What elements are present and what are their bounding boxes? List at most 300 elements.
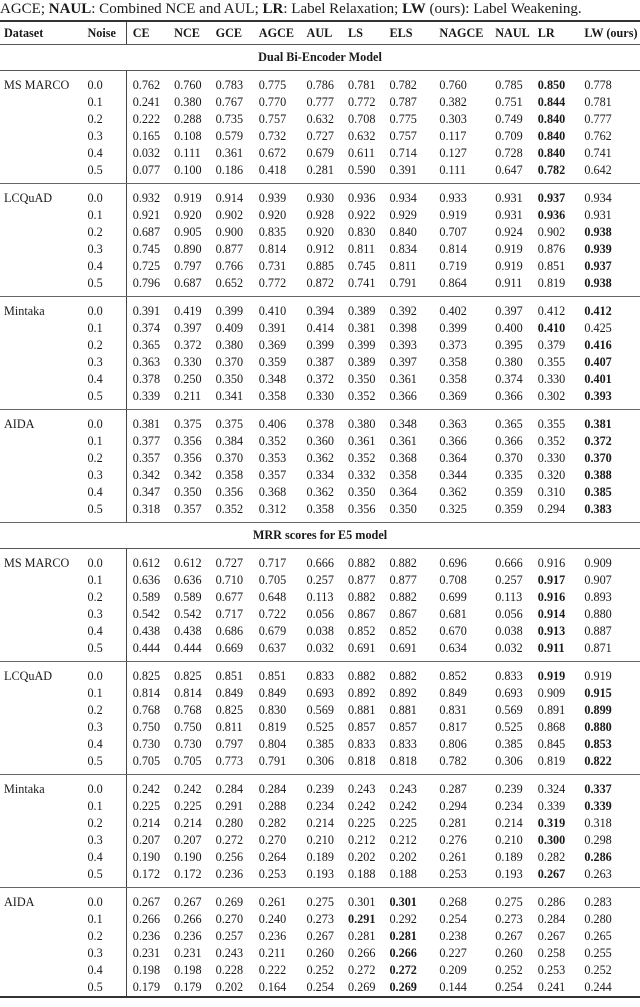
dataset-cell (0, 128, 83, 145)
value-cell: 0.266 (347, 946, 376, 960)
table-row (0, 71, 640, 95)
value-cell: 0.882 (347, 669, 376, 683)
value-cell: 0.775 (389, 112, 417, 126)
caption-term: LR (262, 1, 284, 17)
value-cell: 0.214 (174, 816, 202, 830)
header-agce: AGCE (259, 21, 307, 45)
value-cell: 0.791 (389, 275, 439, 297)
value-cell: 0.332 (347, 468, 376, 482)
value-cell: 0.363 (439, 417, 467, 431)
value-cell: 0.038 (306, 624, 334, 638)
value-cell: 0.687 (174, 275, 215, 297)
value-cell: 0.253 (439, 866, 495, 888)
value-cell: 0.919 (174, 191, 202, 205)
dataset-cell (0, 832, 83, 849)
value-cell: 0.281 (439, 816, 467, 830)
value-cell: 0.849 (215, 686, 244, 700)
value-cell: 0.444 (126, 640, 174, 662)
value-cell: 0.425 (584, 321, 612, 335)
value-cell: 0.397 (389, 355, 417, 369)
value-cell: 0.375 (174, 417, 202, 431)
value-cell: 0.254 (495, 979, 538, 997)
value-cell: 0.117 (439, 129, 467, 143)
value-cell: 0.717 (215, 607, 244, 621)
value-cell: 0.814 (126, 685, 174, 702)
value-cell: 0.256 (215, 850, 244, 864)
value-cell: 0.241 (126, 94, 174, 111)
dataset-cell (0, 450, 83, 467)
value-cell: 0.714 (389, 146, 417, 160)
table-row (0, 702, 640, 719)
value-cell: 0.407 (584, 355, 612, 369)
dataset-cell (0, 962, 83, 979)
value-cell: 0.324 (537, 782, 566, 796)
value-cell: 0.164 (259, 979, 307, 997)
value-cell: 0.253 (259, 866, 307, 888)
value-cell: 0.242 (347, 799, 376, 813)
value-cell: 0.353 (258, 451, 287, 465)
noise-cell: 0.4 (87, 372, 103, 386)
dataset-cell (0, 928, 83, 945)
value-cell: 0.260 (495, 946, 523, 960)
value-cell: 0.830 (347, 225, 376, 239)
value-cell: 0.228 (215, 963, 244, 977)
value-cell: 0.750 (174, 720, 202, 734)
noise-cell: 0.5 (83, 979, 126, 997)
dataset-cell (0, 589, 83, 606)
value-cell: 0.844 (537, 95, 566, 109)
value-cell: 0.242 (389, 799, 417, 813)
value-cell: 0.751 (495, 95, 523, 109)
value-cell: 0.283 (584, 895, 612, 909)
value-cell: 0.636 (126, 572, 174, 589)
value-cell: 0.385 (495, 737, 523, 751)
value-cell: 0.867 (389, 607, 417, 621)
value-cell: 0.731 (258, 259, 287, 273)
noise-cell: 0.0 (87, 556, 103, 570)
value-cell: 0.056 (495, 607, 523, 621)
noise-cell: 0.5 (83, 275, 126, 297)
value-cell: 0.113 (495, 590, 523, 604)
table-row (0, 979, 640, 997)
value-cell: 0.273 (495, 912, 523, 926)
value-cell: 0.231 (174, 946, 202, 960)
value-cell: 0.284 (215, 782, 244, 796)
value-cell: 0.699 (439, 590, 467, 604)
table-row (0, 501, 640, 523)
value-cell: 0.257 (215, 929, 244, 943)
value-cell: 0.852 (439, 669, 467, 683)
value-cell: 0.388 (584, 468, 612, 482)
value-cell: 0.382 (439, 95, 467, 109)
value-cell: 0.212 (347, 833, 376, 847)
value-cell: 0.242 (126, 775, 174, 799)
value-cell: 0.318 (584, 816, 612, 830)
value-cell: 0.287 (439, 782, 467, 796)
value-cell: 0.127 (439, 146, 467, 160)
caption-text: (ours): Label Weakening. (425, 1, 582, 17)
value-cell: 0.377 (126, 433, 174, 450)
value-cell: 0.172 (174, 866, 215, 888)
value-cell: 0.214 (306, 816, 334, 830)
value-cell: 0.937 (537, 191, 566, 205)
value-cell: 0.419 (174, 304, 202, 318)
noise-cell: 0.4 (87, 259, 103, 273)
value-cell: 0.186 (216, 162, 259, 184)
value-cell: 0.348 (389, 417, 417, 431)
value-cell: 0.032 (495, 640, 538, 662)
value-cell: 0.350 (174, 485, 202, 499)
value-cell: 0.207 (174, 833, 202, 847)
value-cell: 0.936 (347, 191, 376, 205)
noise-cell: 0.2 (87, 703, 103, 717)
value-cell: 0.239 (495, 782, 523, 796)
value-cell: 0.887 (584, 624, 612, 638)
value-cell: 0.881 (347, 703, 376, 717)
table-caption (0, 0, 640, 18)
table-row (0, 410, 640, 434)
dataset-cell (0, 258, 83, 275)
value-cell: 0.696 (439, 556, 467, 570)
value-cell: 0.877 (347, 573, 376, 587)
dataset-cell: MS MARCO (4, 78, 70, 92)
value-cell: 0.937 (584, 259, 612, 273)
header-lw: LW (ours) (584, 21, 640, 45)
value-cell: 0.286 (584, 850, 612, 864)
value-cell: 0.341 (216, 388, 259, 410)
value-cell: 0.882 (389, 669, 417, 683)
value-cell: 0.113 (306, 590, 334, 604)
table-row (0, 911, 640, 928)
value-cell: 0.833 (389, 737, 417, 751)
dataset-cell (0, 371, 83, 388)
value-cell: 0.385 (306, 737, 334, 751)
value-cell: 0.281 (307, 162, 348, 184)
value-cell: 0.225 (126, 798, 174, 815)
value-cell: 0.864 (439, 275, 495, 297)
noise-cell: 0.4 (87, 850, 103, 864)
value-cell: 0.885 (306, 259, 334, 273)
value-cell: 0.786 (306, 78, 334, 92)
noise-cell: 0.0 (87, 191, 103, 205)
dataset-cell (0, 572, 83, 589)
table-row (0, 606, 640, 623)
noise-cell: 0.1 (87, 321, 103, 335)
value-cell: 0.867 (347, 607, 376, 621)
noise-cell: 0.5 (83, 162, 126, 184)
value-cell: 0.893 (584, 590, 612, 604)
value-cell: 0.270 (258, 833, 287, 847)
value-cell: 0.374 (495, 372, 523, 386)
value-cell: 0.414 (306, 321, 334, 335)
value-cell: 0.395 (495, 338, 523, 352)
value-cell: 0.398 (389, 321, 417, 335)
value-cell: 0.892 (347, 686, 376, 700)
value-cell: 0.391 (126, 297, 174, 321)
noise-cell: 0.1 (87, 208, 103, 222)
value-cell: 0.372 (306, 372, 334, 386)
value-cell: 0.383 (584, 501, 640, 523)
value-cell: 0.936 (537, 208, 566, 222)
value-cell: 0.207 (126, 832, 174, 849)
noise-cell: 0.0 (87, 417, 103, 431)
value-cell: 0.381 (126, 410, 174, 434)
value-cell: 0.284 (537, 912, 566, 926)
value-cell: 0.938 (584, 275, 640, 297)
dataset-cell (0, 94, 83, 111)
value-cell: 0.225 (174, 799, 202, 813)
value-cell: 0.258 (537, 946, 566, 960)
value-cell: 0.920 (258, 208, 287, 222)
value-cell: 0.165 (126, 128, 174, 145)
value-cell: 0.741 (584, 146, 612, 160)
noise-cell: 0.1 (87, 686, 103, 700)
value-cell: 0.777 (306, 95, 334, 109)
value-cell: 0.275 (306, 895, 334, 909)
table-row (0, 572, 640, 589)
value-cell: 0.882 (389, 556, 417, 570)
value-cell: 0.400 (495, 321, 523, 335)
value-cell: 0.236 (216, 866, 259, 888)
value-cell: 0.214 (495, 816, 523, 830)
value-cell: 0.306 (495, 753, 538, 775)
value-cell: 0.372 (584, 434, 612, 448)
value-cell: 0.361 (389, 372, 417, 386)
noise-cell: 0.4 (87, 624, 103, 638)
value-cell: 0.032 (126, 145, 174, 162)
value-cell: 0.402 (439, 304, 467, 318)
value-cell: 0.907 (584, 573, 612, 587)
value-cell: 0.814 (258, 242, 287, 256)
noise-cell: 0.0 (87, 78, 103, 92)
value-cell: 0.350 (347, 485, 376, 499)
value-cell: 0.916 (537, 556, 566, 570)
table-row (0, 589, 640, 606)
header-noise: Noise (83, 21, 126, 45)
noise-cell: 0.1 (87, 95, 103, 109)
value-cell: 0.791 (259, 753, 307, 775)
value-cell: 0.814 (174, 686, 202, 700)
value-cell: 0.255 (584, 946, 612, 960)
noise-cell: 0.3 (87, 468, 103, 482)
value-cell: 0.358 (439, 355, 467, 369)
value-cell: 0.915 (584, 686, 612, 700)
value-cell: 0.356 (174, 434, 202, 448)
value-cell: 0.261 (439, 850, 467, 864)
value-cell: 0.298 (584, 833, 612, 847)
value-cell: 0.612 (174, 556, 202, 570)
value-cell: 0.787 (389, 95, 417, 109)
value-cell: 0.817 (439, 720, 467, 734)
value-cell: 0.358 (215, 468, 244, 482)
noise-cell: 0.5 (83, 501, 126, 523)
value-cell: 0.760 (174, 78, 202, 92)
value-cell: 0.202 (347, 850, 376, 864)
value-cell: 0.267 (126, 888, 174, 912)
value-cell: 0.236 (174, 929, 202, 943)
value-cell: 0.612 (126, 549, 174, 573)
value-cell: 0.905 (174, 225, 202, 239)
value-cell: 0.225 (389, 816, 417, 830)
value-cell: 0.372 (174, 338, 202, 352)
table-row (0, 685, 640, 702)
value-cell: 0.384 (215, 434, 244, 448)
value-cell: 0.762 (126, 71, 174, 95)
value-cell: 0.193 (307, 866, 348, 888)
value-cell: 0.762 (584, 129, 612, 143)
dataset-cell: MS MARCO (4, 556, 70, 570)
value-cell: 0.282 (537, 850, 566, 864)
value-cell: 0.362 (306, 485, 334, 499)
dataset-cell (0, 849, 83, 866)
value-cell: 0.348 (258, 372, 287, 386)
table-row (0, 928, 640, 945)
section-header-row (0, 523, 640, 549)
dataset-cell: LCQuAD (4, 191, 53, 205)
value-cell: 0.410 (258, 304, 287, 318)
value-cell: 0.880 (584, 720, 612, 734)
value-cell: 0.850 (537, 78, 566, 92)
value-cell: 0.725 (126, 258, 174, 275)
value-cell: 0.350 (389, 501, 439, 523)
value-cell: 0.368 (389, 451, 417, 465)
value-cell: 0.243 (389, 782, 417, 796)
value-cell: 0.900 (215, 225, 244, 239)
dataset-cell (0, 798, 83, 815)
value-cell: 0.919 (495, 242, 523, 256)
table-row (0, 623, 640, 640)
value-cell: 0.840 (537, 146, 566, 160)
value-cell: 0.693 (306, 686, 334, 700)
value-cell: 0.364 (439, 451, 467, 465)
value-cell: 0.342 (126, 467, 174, 484)
value-cell: 0.934 (584, 191, 612, 205)
value-cell: 0.352 (216, 501, 259, 523)
value-cell: 0.811 (389, 259, 417, 273)
value-cell: 0.833 (347, 737, 376, 751)
value-cell: 0.709 (495, 129, 523, 143)
value-cell: 0.397 (174, 321, 202, 335)
value-cell: 0.909 (584, 556, 612, 570)
value-cell: 0.214 (126, 815, 174, 832)
value-cell: 0.366 (439, 434, 467, 448)
value-cell: 0.877 (215, 242, 244, 256)
value-cell: 0.385 (584, 485, 612, 499)
value-cell: 0.172 (126, 866, 174, 888)
value-cell: 0.412 (537, 304, 566, 318)
value-cell: 0.825 (215, 703, 244, 717)
dataset-cell (0, 815, 83, 832)
table-row (0, 207, 640, 224)
value-cell: 0.350 (347, 372, 376, 386)
value-cell: 0.227 (439, 946, 467, 960)
value-cell: 0.412 (584, 304, 612, 318)
dataset-cell (0, 501, 83, 523)
value-cell: 0.833 (306, 669, 334, 683)
value-cell: 0.722 (258, 607, 287, 621)
caption-term: LW (402, 1, 426, 17)
value-cell: 0.330 (537, 372, 566, 386)
value-cell: 0.352 (537, 434, 566, 448)
value-cell: 0.291 (215, 799, 244, 813)
value-cell: 0.687 (126, 224, 174, 241)
dataset-cell (0, 162, 83, 184)
value-cell: 0.849 (258, 686, 287, 700)
value-cell: 0.238 (439, 929, 467, 943)
dataset-cell (0, 945, 83, 962)
value-cell: 0.344 (439, 468, 467, 482)
value-cell: 0.366 (389, 388, 439, 410)
table-row (0, 962, 640, 979)
value-cell: 0.373 (439, 338, 467, 352)
value-cell: 0.189 (495, 850, 523, 864)
value-cell: 0.741 (348, 275, 389, 297)
value-cell: 0.268 (439, 895, 467, 909)
value-cell: 0.938 (584, 225, 612, 239)
value-cell: 0.280 (584, 912, 612, 926)
value-cell: 0.917 (537, 573, 566, 587)
header-dataset: Dataset (0, 21, 83, 45)
value-cell: 0.239 (306, 782, 334, 796)
value-cell: 0.919 (439, 208, 467, 222)
value-cell: 0.257 (306, 573, 334, 587)
value-cell: 0.745 (126, 241, 174, 258)
noise-cell: 0.0 (87, 782, 103, 796)
value-cell: 0.919 (537, 669, 566, 683)
dataset-cell (0, 275, 83, 297)
value-cell: 0.705 (126, 753, 174, 775)
header-nce: NCE (174, 21, 215, 45)
value-cell: 0.647 (495, 162, 538, 184)
value-cell: 0.303 (439, 112, 467, 126)
value-cell: 0.389 (347, 304, 376, 318)
results-table (0, 20, 640, 998)
value-cell: 0.292 (389, 912, 417, 926)
noise-cell: 0.3 (87, 129, 103, 143)
value-cell: 0.919 (584, 669, 612, 683)
value-cell: 0.243 (215, 946, 244, 960)
value-cell: 0.924 (495, 225, 523, 239)
value-cell: 0.781 (347, 78, 376, 92)
value-cell: 0.931 (584, 208, 612, 222)
value-cell: 0.397 (495, 304, 523, 318)
value-cell: 0.358 (389, 468, 417, 482)
value-cell: 0.804 (258, 737, 287, 751)
value-cell: 0.880 (584, 607, 612, 621)
value-cell: 0.319 (537, 816, 566, 830)
value-cell: 0.932 (126, 184, 174, 208)
table-row (0, 145, 640, 162)
value-cell: 0.911 (538, 640, 585, 662)
value-cell: 0.193 (495, 866, 538, 888)
value-cell: 0.797 (174, 259, 202, 273)
value-cell: 0.542 (174, 607, 202, 621)
value-cell: 0.231 (126, 945, 174, 962)
value-cell: 0.236 (126, 928, 174, 945)
dataset-cell (0, 111, 83, 128)
value-cell: 0.391 (258, 321, 287, 335)
value-cell: 0.381 (347, 321, 376, 335)
value-cell: 0.852 (389, 624, 417, 638)
value-cell: 0.840 (537, 112, 566, 126)
value-cell: 0.902 (537, 225, 566, 239)
dataset-cell (0, 640, 83, 662)
noise-cell: 0.5 (83, 388, 126, 410)
value-cell: 0.766 (215, 259, 244, 273)
value-cell: 0.785 (495, 78, 523, 92)
value-cell: 0.679 (258, 624, 287, 638)
value-cell: 0.356 (215, 485, 244, 499)
